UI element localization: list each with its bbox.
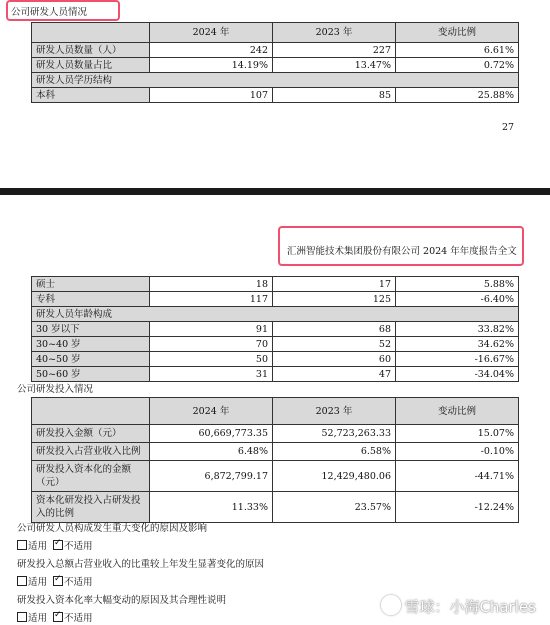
cell-2023: 227: [273, 43, 396, 58]
header-change: 变动比例: [396, 23, 519, 43]
cell-2024: 6,872,799.17: [150, 461, 273, 492]
table-row: [32, 277, 519, 292]
checkbox-not-applicable[interactable]: [53, 540, 63, 550]
table-row: [32, 88, 519, 103]
report-header: 汇洲智能技术集团股份有限公司 2024 年年度报告全文: [287, 246, 517, 257]
cell-2024: 70: [150, 337, 273, 352]
header-2023: 2023 年: [273, 398, 396, 425]
cell-change: -16.67%: [396, 352, 519, 367]
table-row: [32, 337, 519, 352]
cell-change: -34.04%: [396, 367, 519, 382]
subsection-row: [32, 73, 519, 88]
cell-2023: 125: [273, 292, 396, 307]
cell-2024: 91: [150, 322, 273, 337]
cell-2023: 68: [273, 322, 396, 337]
cell-2024: 18: [150, 277, 273, 292]
cell-change: 34.62%: [396, 337, 519, 352]
cell-change: -6.40%: [396, 292, 519, 307]
row-label: 研发投入资本化的金额（元）: [32, 461, 150, 492]
cell-2024: 107: [150, 88, 273, 103]
row-label: 本科: [32, 88, 150, 103]
option-label: 不适用: [64, 613, 93, 624]
table-row: [32, 43, 519, 58]
table-row: [32, 492, 519, 523]
section-title-rd-investment: 公司研发投入情况: [17, 384, 94, 395]
cell-2024: 117: [150, 292, 273, 307]
cell-change: 6.61%: [396, 43, 519, 58]
table-row: [32, 425, 519, 443]
cell-2023: 85: [273, 88, 396, 103]
header-2024: 2024 年: [150, 23, 273, 43]
row-label: 50~60 岁: [32, 367, 150, 382]
option-label: 适用: [28, 541, 48, 552]
cell-2024: 11.33%: [150, 492, 273, 523]
cell-2023: 52: [273, 337, 396, 352]
cell-change: 33.82%: [396, 322, 519, 337]
row-label: 研发投入占营业收入比例: [32, 443, 150, 461]
table-row: [32, 322, 519, 337]
checkbox-applicable[interactable]: [17, 612, 27, 622]
cell-2023: 23.57%: [273, 492, 396, 523]
checkbox-not-applicable[interactable]: [53, 612, 63, 622]
checkbox-not-applicable[interactable]: [53, 576, 63, 586]
option-label: 不适用: [64, 577, 93, 588]
table-header-row: [32, 23, 519, 43]
note-text: 研发投入资本化率大幅变动的原因及其合理性说明: [17, 595, 227, 606]
rd-investment-table: [31, 397, 519, 523]
row-label: 研发人员数量占比: [32, 58, 150, 73]
subsection-label: 研发人员年龄构成: [32, 307, 519, 322]
note-options: [17, 574, 93, 588]
cell-2023: 52,723,263.33: [273, 425, 396, 443]
row-label: 30 岁以下: [32, 322, 150, 337]
rd-staff-table: [31, 22, 519, 103]
cell-2023: 12,429,480.06: [273, 461, 396, 492]
subsection-label: 研发人员学历结构: [32, 73, 519, 88]
cell-2024: 60,669,773.35: [150, 425, 273, 443]
header-empty: [32, 23, 150, 43]
option-label: 适用: [28, 613, 48, 624]
table-row: [32, 352, 519, 367]
header-2023: 2023 年: [273, 23, 396, 43]
cell-change: -12.24%: [396, 492, 519, 523]
cell-change: -0.10%: [396, 443, 519, 461]
option-label: 适用: [28, 577, 48, 588]
note-text: 研发投入总额占营业收入的比重较上年发生显著变化的原因: [17, 559, 265, 570]
cell-2023: 60: [273, 352, 396, 367]
row-label: 研发投入金额（元）: [32, 425, 150, 443]
row-label: 40~50 岁: [32, 352, 150, 367]
row-label: 30~40 岁: [32, 337, 150, 352]
snowball-logo-icon: [381, 595, 401, 615]
table-header-row: [32, 398, 519, 425]
row-label: 资本化研发投入占研发投入的比例: [32, 492, 150, 523]
highlight-box-report-header: [278, 226, 524, 266]
table-row: [32, 461, 519, 492]
checkbox-applicable[interactable]: [17, 540, 27, 550]
rd-staff-table-continued: [31, 276, 519, 382]
table-row: [32, 443, 519, 461]
cell-2023: 13.47%: [273, 58, 396, 73]
cell-change: 5.88%: [396, 277, 519, 292]
header-change: 变动比例: [396, 398, 519, 425]
cell-2023: 6.58%: [273, 443, 396, 461]
table-row: [32, 292, 519, 307]
header-2024: 2024 年: [150, 398, 273, 425]
cell-2024: 14.19%: [150, 58, 273, 73]
watermark-text: 雪球：小海Charles: [404, 598, 536, 616]
section-title-rd-staff: 公司研发人员情况: [11, 7, 88, 18]
page-divider: [0, 188, 550, 195]
row-label: 专科: [32, 292, 150, 307]
checkbox-applicable[interactable]: [17, 576, 27, 586]
note-text: 公司研发人员构成发生重大变化的原因及影响: [17, 523, 208, 534]
cell-change: 15.07%: [396, 425, 519, 443]
cell-2024: 242: [150, 43, 273, 58]
cell-2023: 47: [273, 367, 396, 382]
page-number: 27: [502, 122, 515, 133]
row-label: 硕士: [32, 277, 150, 292]
watermark: [381, 595, 536, 617]
cell-change: 25.88%: [396, 88, 519, 103]
table-row: [32, 367, 519, 382]
table-row: [32, 58, 519, 73]
cell-2024: 6.48%: [150, 443, 273, 461]
cell-2024: 31: [150, 367, 273, 382]
cell-change: 0.72%: [396, 58, 519, 73]
cell-2023: 17: [273, 277, 396, 292]
note-options: [17, 538, 93, 552]
note-options: [17, 610, 93, 624]
highlight-box-section-title: [6, 0, 120, 21]
row-label: 研发人员数量（人）: [32, 43, 150, 58]
subsection-row: [32, 307, 519, 322]
cell-change: -44.71%: [396, 461, 519, 492]
header-empty: [32, 398, 150, 425]
cell-2024: 50: [150, 352, 273, 367]
option-label: 不适用: [64, 541, 93, 552]
